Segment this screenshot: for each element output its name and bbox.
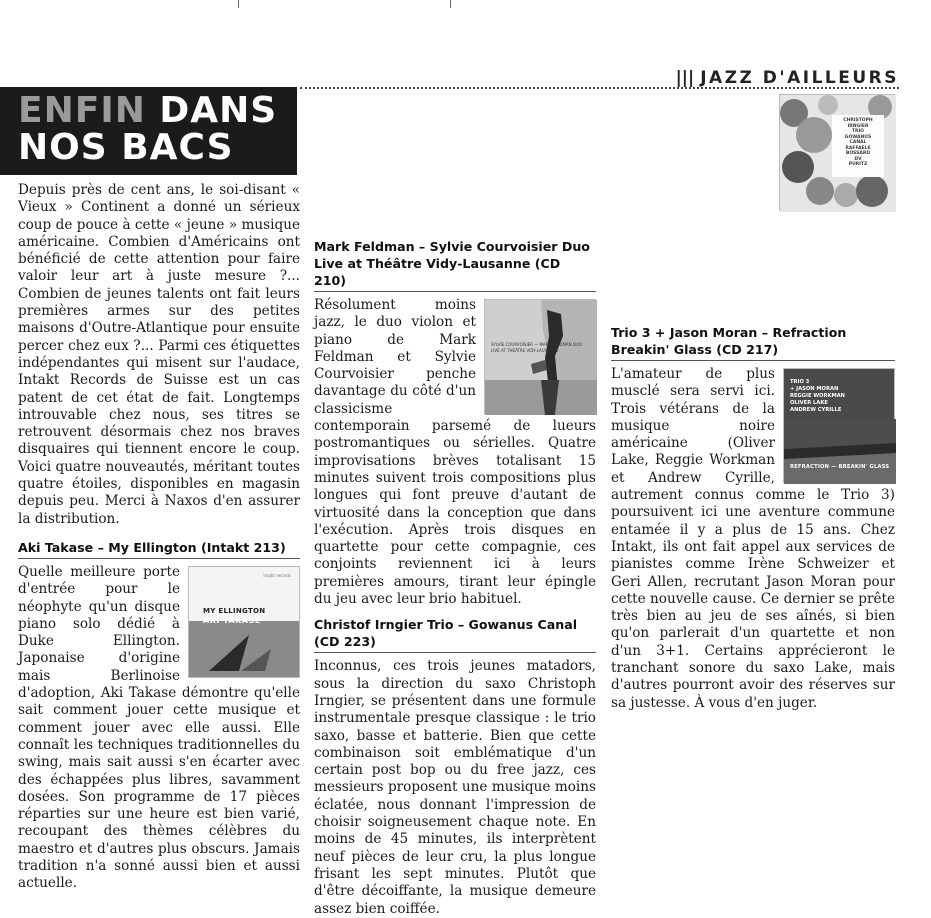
album-cover-feldman	[484, 299, 596, 414]
crop-mark	[238, 0, 239, 8]
album-cover-irngier	[779, 94, 895, 211]
article-title-irngier: Christof Irngier Trio – Gowanus Canal (CD 223)	[314, 616, 596, 653]
headline-word-2: DANS	[159, 90, 278, 131]
headline-word-3: NOS BACS	[18, 127, 234, 168]
article-title-aki-takase: Aki Takase – My Ellington (Intakt 213)	[18, 539, 300, 559]
article-title-trio3: Trio 3 + Jason Moran – Refraction Breakin' Glass (CD 217)	[611, 324, 895, 361]
cover-title: SYLVIE COURVOISIER — MARK FELDMAN DUO	[491, 342, 583, 347]
article-body-trio3: L'amateur de plus musclé sera servi ici. Trois vétérans de la musique noire américaine (Oliver Lake, Reggie Workman et Andrew Cyrille, autrement connus comme le Trio 3) poursuivent ici une aventure commune entamée il y a plus de 15 ans. Chez Intakt, ils ont fait appel aux services de pianistes comme Irène Schweizer et Geri Allen, recrutant Jason Moran pour cette nouvelle cause. Ce dernier se prête très bien au jeu de ses aînés, si bien qu'on parlerait d'un quartette et non d'un 3+1. Certains apprécieront le tranchant sonore du saxo Lake, mais d'autres pourront avoir des réserves sur sa justesse. À vous d'en juger.	[611, 366, 895, 711]
crop-mark	[450, 0, 451, 8]
cover-title: MY ELLINGTON	[203, 606, 266, 615]
dotted-rule	[300, 87, 899, 89]
cover-subtitle: LIVE AT THÉÂTRE VIDY-LAUSANNE	[491, 348, 559, 353]
article-body-aki-takase: Quelle meilleure porte d'entrée pour le néophyte qu'un disque piano solo dédié à Duke Ellington. Japonaise d'origine mais Berlinoise d'adoption, Aki Takase démontre qu'elle sait comment jouer cette musique et comment jouer avec elle aussi. Elle connaît les techniques traditionnelles du swing, mais sait aussi s'en écarter avec des échappées plus libres, savamment dosées. Son programme de 17 pièces réparties sur une heure est bien varié, recoupant des thèmes célèbres du maestro et d'autres plus obscurs. Jamais tradition n'a sonné aussi bien et aussi actuelle.	[18, 563, 300, 892]
intro-text: Depuis près de cent ans, le soi-disant « Vieux » Continent a donné un sérieux coup de pouce à cette « jeune » musique américaine. Combien d'Américains ont bénéficié de cette attention pour faire valoir leur art à juste mesure ?... Combien de jeunes talents ont fait leurs premières armes sur des petites maisons d'Outre-Atlantique pour ensuite percer chez eux ?... Parmi ces étiquettes indépendantes qui misent sur l'audace, Intakt Records de Suisse est un cas patent de cet état de fait. Longtemps introuvable chez nous, ses titres se retrouvent désormais chez nos braves disquaires qui tiennent encore le coup. Voici quatre nouveautés, méritant toutes quatre étoiles, disponibles en magasin depuis peu. Merci à Naxos d'en assurer la distribution.	[18, 182, 300, 527]
section-label	[676, 68, 899, 88]
headline-word-1: ENFIN	[18, 90, 146, 131]
cover-artist: AKI TAKASE	[203, 615, 261, 625]
cover-text-box: CHRISTOPH IRNGIER TRIO GOWANUS CANAL RAFFAELE BOSSARD DV PURITZ	[832, 115, 884, 177]
section-bars: |||	[675, 68, 695, 88]
column-1	[18, 182, 300, 893]
article-title-feldman: Mark Feldman – Sylvie Courvoisier Duo Live at Théâtre Vidy-Lausanne (CD 210)	[314, 238, 596, 292]
headline	[0, 87, 297, 175]
column-3	[611, 92, 895, 712]
cover-names: TRIO 3 + JASON MORAN REGGIE WORKMAN OLIVER LAKE ANDREW CYRILLE	[790, 379, 845, 413]
section-title: JAZZ D'AILLEURS	[700, 68, 899, 88]
cover-album-title: REFRACTION — BREAKIN' GLASS	[790, 464, 890, 470]
cover-label: intakt records	[263, 572, 291, 578]
article-body-feldman: Résolument moins jazz, le duo violon et piano de Mark Feldman et Sylvie Courvoisier penche davantage du côté d'un classicisme contemporain parsemé de lueurs postromantiques ou sérielles. Quatre improvisations brèves totalisant 15 minutes suivent trois compositions plus longues qui font preuve d'autant de virtuosité dans la conception que dans l'exécution. Après trois disques en quartette pour cette compagnie, ces conjoints reviennent ici à leurs premières amours, tirant leur épingle du jeu avec leur brio habituel.	[314, 297, 596, 608]
article-body-irngier: Inconnus, ces trois jeunes matadors, sous la direction du saxo Christoph Irngier, se présentent dans une formule instrumentale presque classique : le trio saxo, basse et batterie. Bien que cette combinaison soit emblématique d'un certain post bop ou du free jazz, ces messieurs proposent une musique moins éclatée, nous donnant l'impression de choisir soigneusement chaque note. En moins de 45 minutes, ils interprètent neuf pièces de leur cru, la plus longue frisant les sept minutes. Plutôt que d'être décoiffante, la musique demeure assez bien coiffée.	[314, 658, 596, 917]
column-2	[314, 92, 596, 918]
album-cover-trio3	[783, 368, 895, 483]
album-cover-aki-takase	[188, 566, 300, 678]
